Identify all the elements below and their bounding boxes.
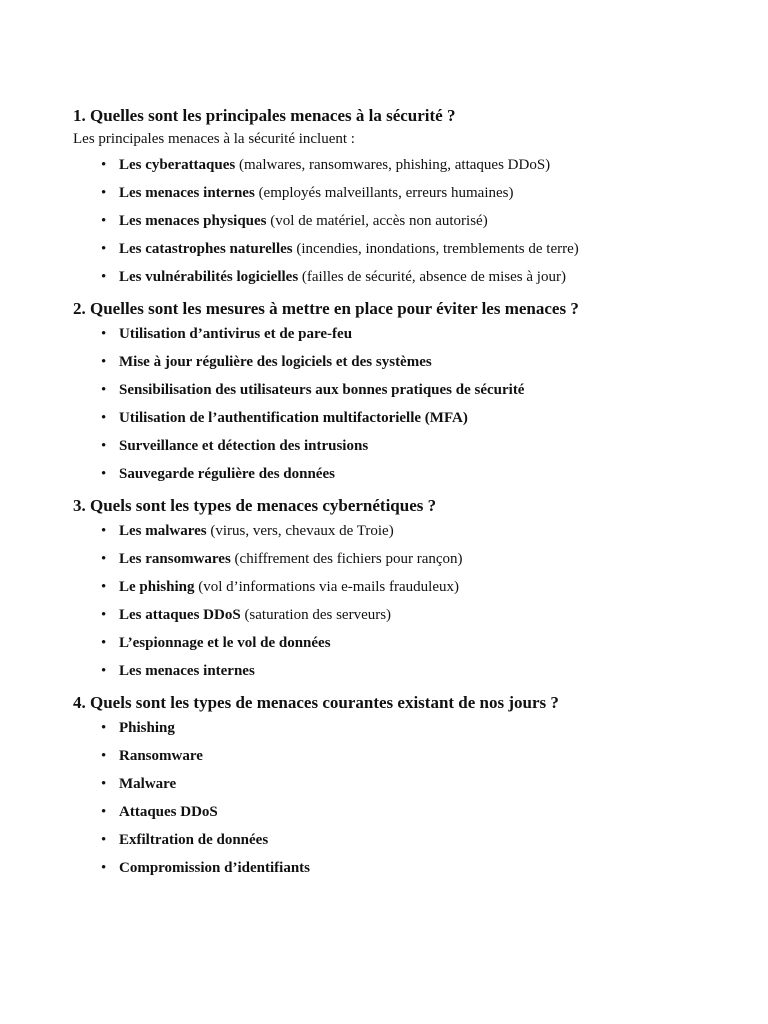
list-item [101,432,708,460]
item-term: Les vulnérabilités logicielles [119,269,299,285]
list-item [101,376,708,404]
bullet-icon: • [101,804,107,820]
bullet-icon: • [101,579,107,595]
list-item [101,545,708,573]
item-term: Les attaques DDoS [119,607,241,623]
list-item [101,770,708,798]
list-item [101,601,708,629]
item-term: Sensibilisation des utilisateurs aux bonnes pratiques de sécurité [119,382,525,398]
list-item [101,263,708,291]
bullet-list [73,320,708,488]
list-item [101,320,708,348]
item-term: Exfiltration de données [119,832,269,848]
item-description: (chiffrement des fichiers pour rançon) [230,551,463,567]
item-description: (virus, vers, chevaux de Troie) [206,523,394,539]
item-description: (vol de matériel, accès non autorisé) [266,213,488,229]
section-title: 2. Quelles sont les mesures à mettre en place pour éviter les menaces ? [73,299,579,318]
list-item [101,854,708,882]
bullet-icon: • [101,860,107,876]
item-description: (failles de sécurité, absence de mises à jour) [298,269,566,285]
section-title: 3. Quels sont les types de menaces cybernétiques ? [73,496,437,515]
item-term: Ransomware [119,748,203,764]
bullet-icon: • [101,326,107,342]
section-title: 4. Quels sont les types de menaces courantes existant de nos jours ? [73,693,559,712]
section-4 [73,692,708,882]
bullet-icon: • [101,382,107,398]
bullet-icon: • [101,523,107,539]
bullet-icon: • [101,410,107,426]
section-2 [73,298,708,488]
bullet-icon: • [101,748,107,764]
list-item [101,798,708,826]
list-item [101,517,708,545]
item-term: Sauvegarde régulière des données [119,466,335,482]
item-term: Utilisation de l’authentification multifactorielle (MFA) [119,410,468,426]
bullet-icon: • [101,438,107,454]
bullet-list [73,151,708,291]
item-term: Mise à jour régulière des logiciels et des systèmes [119,354,432,370]
item-term: Le phishing [119,579,195,595]
bullet-icon: • [101,776,107,792]
bullet-icon: • [101,466,107,482]
item-term: Les ransomwares [119,551,231,567]
bullet-icon: • [101,354,107,370]
item-description: (saturation des serveurs) [240,607,392,623]
item-term: Attaques DDoS [119,804,218,820]
bullet-icon: • [101,157,107,173]
item-term: Les cyberattaques [119,157,236,173]
bullet-list [73,714,708,882]
bullet-list [73,517,708,685]
bullet-icon: • [101,269,107,285]
list-item [101,235,708,263]
item-description: (incendies, inondations, tremblements de terre) [292,241,579,257]
item-term: Utilisation d’antivirus et de pare-feu [119,326,353,342]
item-term: Malware [119,776,177,792]
bullet-icon: • [101,635,107,651]
list-item [101,207,708,235]
bullet-icon: • [101,663,107,679]
bullet-icon: • [101,241,107,257]
section-intro: Les principales menaces à la sécurité incluent : [73,131,355,147]
item-term: Les menaces internes [119,185,255,201]
bullet-icon: • [101,720,107,736]
list-item [101,714,708,742]
item-term: L’espionnage et le vol de données [119,635,331,651]
item-term: Les menaces physiques [119,213,267,229]
list-item [101,826,708,854]
list-item [101,629,708,657]
item-term: Phishing [119,720,175,736]
item-term: Les catastrophes naturelles [119,241,293,257]
section-3 [73,495,708,685]
bullet-icon: • [101,213,107,229]
list-item [101,151,708,179]
bullet-icon: • [101,185,107,201]
item-term: Compromission d’identifiants [119,860,311,876]
list-item [101,179,708,207]
item-term: Surveillance et détection des intrusions [119,438,369,454]
item-description: (employés malveillants, erreurs humaines) [254,185,514,201]
item-description: (vol d’informations via e-mails frauduleux) [194,579,459,595]
list-item [101,657,708,685]
list-item [101,404,708,432]
item-term: Les malwares [119,523,207,539]
list-item [101,573,708,601]
list-item [101,460,708,488]
item-term: Les menaces internes [119,663,255,679]
bullet-icon: • [101,832,107,848]
section-title: 1. Quelles sont les principales menaces à la sécurité ? [73,106,456,125]
bullet-icon: • [101,551,107,567]
list-item [101,348,708,376]
item-description: (malwares, ransomwares, phishing, attaques DDoS) [235,157,551,173]
list-item [101,742,708,770]
bullet-icon: • [101,607,107,623]
section-1 [73,105,708,291]
